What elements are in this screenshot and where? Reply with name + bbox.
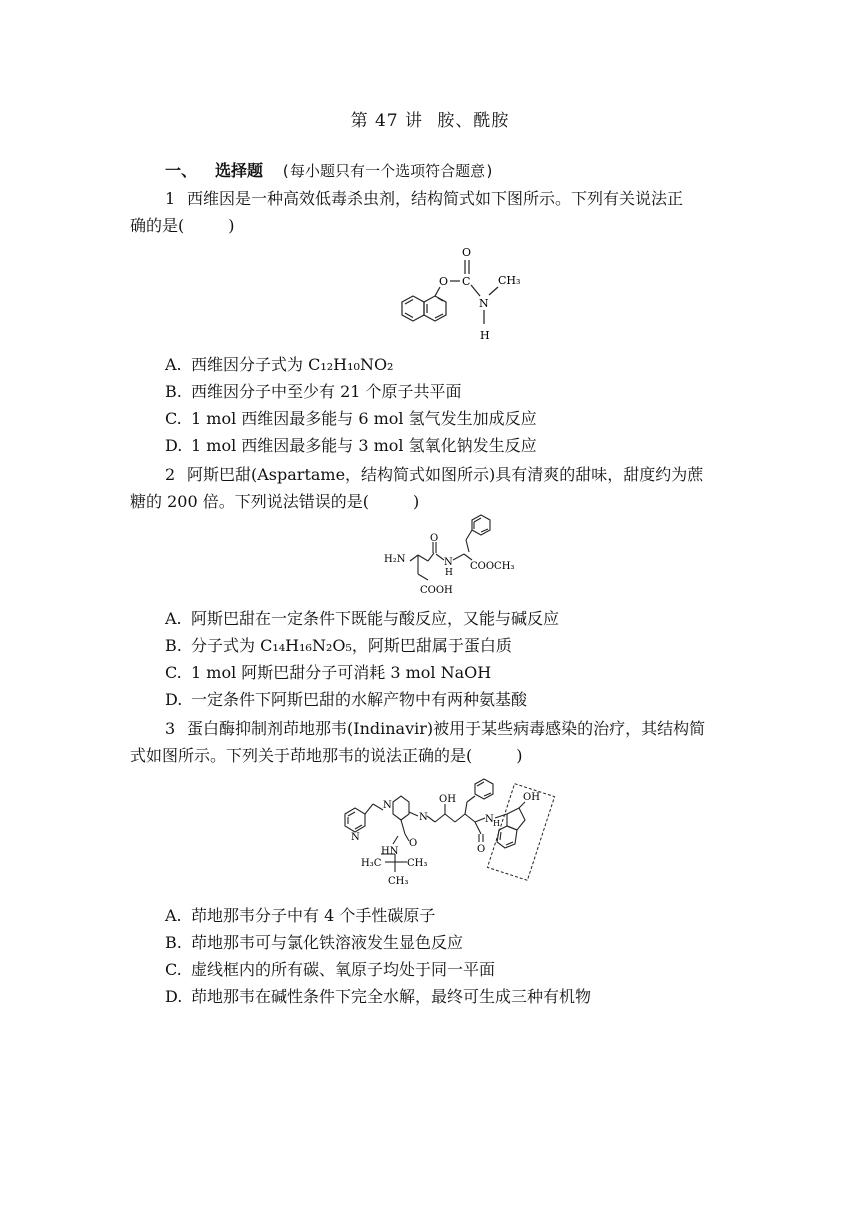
q3-label-oh2: OH [523, 792, 540, 803]
q2-structure-aspartame [384, 514, 514, 598]
q2-number: 2 [165, 465, 176, 484]
q2-stem-line2 [130, 489, 735, 515]
q2-stem-line1 [165, 462, 735, 488]
q3-stem-text2: 式如图所示。下列关于茚地那韦的说法正确的是( [130, 746, 473, 765]
q3-label-ch3a: CH₃ [407, 858, 428, 869]
q1-option-d [165, 433, 537, 459]
option-text: 茚地那韦可与氯化铁溶液发生显色反应 [191, 933, 464, 952]
q2-option-b [165, 633, 512, 659]
q2-option-c [165, 660, 491, 686]
section-note: (每小题只有一个选项符合题意) [281, 162, 495, 180]
dashed-box [487, 784, 554, 881]
q2-label-cooh: COOH [420, 585, 453, 596]
page-title [0, 106, 860, 131]
q1-stem-text2: 确的是( [130, 216, 185, 235]
q1-label-c: C [462, 275, 471, 288]
q1-label-o-ring: O [439, 275, 449, 288]
q1-option-a [165, 352, 393, 378]
option-text: 茚地那韦在碱性条件下完全水解，最终可生成三种有机物 [191, 987, 592, 1006]
q2-stem-text: 阿斯巴甜(Aspartame，结构简式如图所示)具有清爽的甜味，甜度约为蔗 [187, 465, 704, 484]
option-text: 阿斯巴甜在一定条件下既能与酸反应，又能与碱反应 [191, 609, 560, 628]
q3-label-n2: N [419, 812, 428, 823]
q3-label-o1: O [477, 844, 486, 855]
q2-label-n: N [444, 557, 453, 568]
q1-option-c [165, 406, 537, 432]
option-text: 西维因分子式为 C₁₂H₁₀NO₂ [191, 355, 394, 374]
option-text: 分子式为 C₁₄H₁₆N₂O₅，阿斯巴甜属于蛋白质 [191, 636, 512, 655]
q3-label-h: H [493, 819, 500, 828]
q2-label-h2n: H₂N [384, 554, 406, 565]
q3-option-d [165, 984, 591, 1010]
q1-option-b [165, 379, 462, 405]
section-title: 选择题 [215, 161, 264, 180]
option-label: B. [165, 382, 182, 401]
q3-stem-line2 [130, 743, 735, 769]
q1-structure-carbaryl [372, 240, 522, 346]
q3-label-hn: HN [381, 846, 399, 857]
option-text: 一定条件下阿斯巴甜的水解产物中有两种氨基酸 [191, 690, 528, 709]
q1-label-h: H [480, 329, 490, 342]
q3-label-ch3b: CH₃ [388, 876, 409, 887]
q3-label-n-amide: N [485, 814, 494, 825]
q3-label-oh1: OH [439, 794, 456, 805]
option-text: 1 mol 阿斯巴甜分子可消耗 3 mol NaOH [191, 663, 492, 682]
section-heading [165, 158, 494, 181]
q1-paren-close: ) [228, 216, 235, 235]
option-text: 1 mol 西维因最多能与 3 mol 氢氧化钠发生反应 [191, 436, 537, 455]
q3-label-h3c: H₃C [361, 858, 382, 869]
section-label: 一、 [165, 161, 198, 180]
option-label: B. [165, 933, 182, 952]
q2-option-d [165, 687, 527, 713]
option-label: C. [165, 663, 182, 682]
q2-paren-close: ) [412, 492, 420, 511]
q2-option-a [165, 606, 559, 632]
q3-structure-indinavir [335, 774, 557, 892]
option-label: C. [165, 409, 182, 428]
q1-stem-line2 [130, 213, 735, 239]
q3-option-a [165, 903, 435, 929]
option-text: 西维因分子中至少有 21 个原子共平面 [191, 382, 462, 401]
q3-label-n1: N [383, 800, 392, 811]
q3-option-c [165, 957, 495, 983]
q3-number: 3 [165, 719, 176, 738]
q3-paren-close: ) [516, 746, 523, 765]
q3-label-n3: N [351, 832, 360, 843]
option-label: D. [165, 690, 183, 709]
q3-label-o2: O [409, 838, 418, 849]
option-label: B. [165, 636, 182, 655]
q2-label-cooch3: COOCH₃ [470, 561, 514, 572]
q3-stem-text: 蛋白酶抑制剂茚地那韦(Indinavir)被用于某些病毒感染的治疗，其结构简 [187, 719, 706, 738]
option-text: 1 mol 西维因最多能与 6 mol 氢气发生加成反应 [191, 409, 537, 428]
option-label: D. [165, 436, 183, 455]
q1-label-n: N [479, 297, 489, 310]
option-label: C. [165, 960, 182, 979]
option-label: D. [165, 987, 183, 1006]
option-text: 茚地那韦分子中有 4 个手性碳原子 [191, 906, 436, 925]
q3-stem-line1 [165, 716, 735, 742]
q1-stem-text: 西维因是一种高效低毒杀虫剂，结构简式如下图所示。下列有关说法正 [187, 189, 684, 208]
option-label: A. [165, 355, 182, 374]
option-label: A. [165, 609, 182, 628]
lecture-number: 第 47 讲 [350, 111, 424, 131]
q1-label-o-top: O [462, 246, 472, 259]
q2-stem-text2: 糖的 200 倍。下列说法错误的是( [130, 492, 369, 511]
q3-option-b [165, 930, 463, 956]
option-label: A. [165, 906, 182, 925]
q2-label-h: H [445, 568, 453, 578]
q1-label-ch3: CH₃ [498, 274, 521, 287]
lecture-topic: 胺、酰胺 [437, 111, 510, 131]
q1-number: 1 [165, 189, 176, 208]
option-text: 虚线框内的所有碳、氧原子均处于同一平面 [191, 960, 496, 979]
q1-stem-line1 [165, 186, 735, 212]
q2-label-o: O [430, 533, 439, 544]
